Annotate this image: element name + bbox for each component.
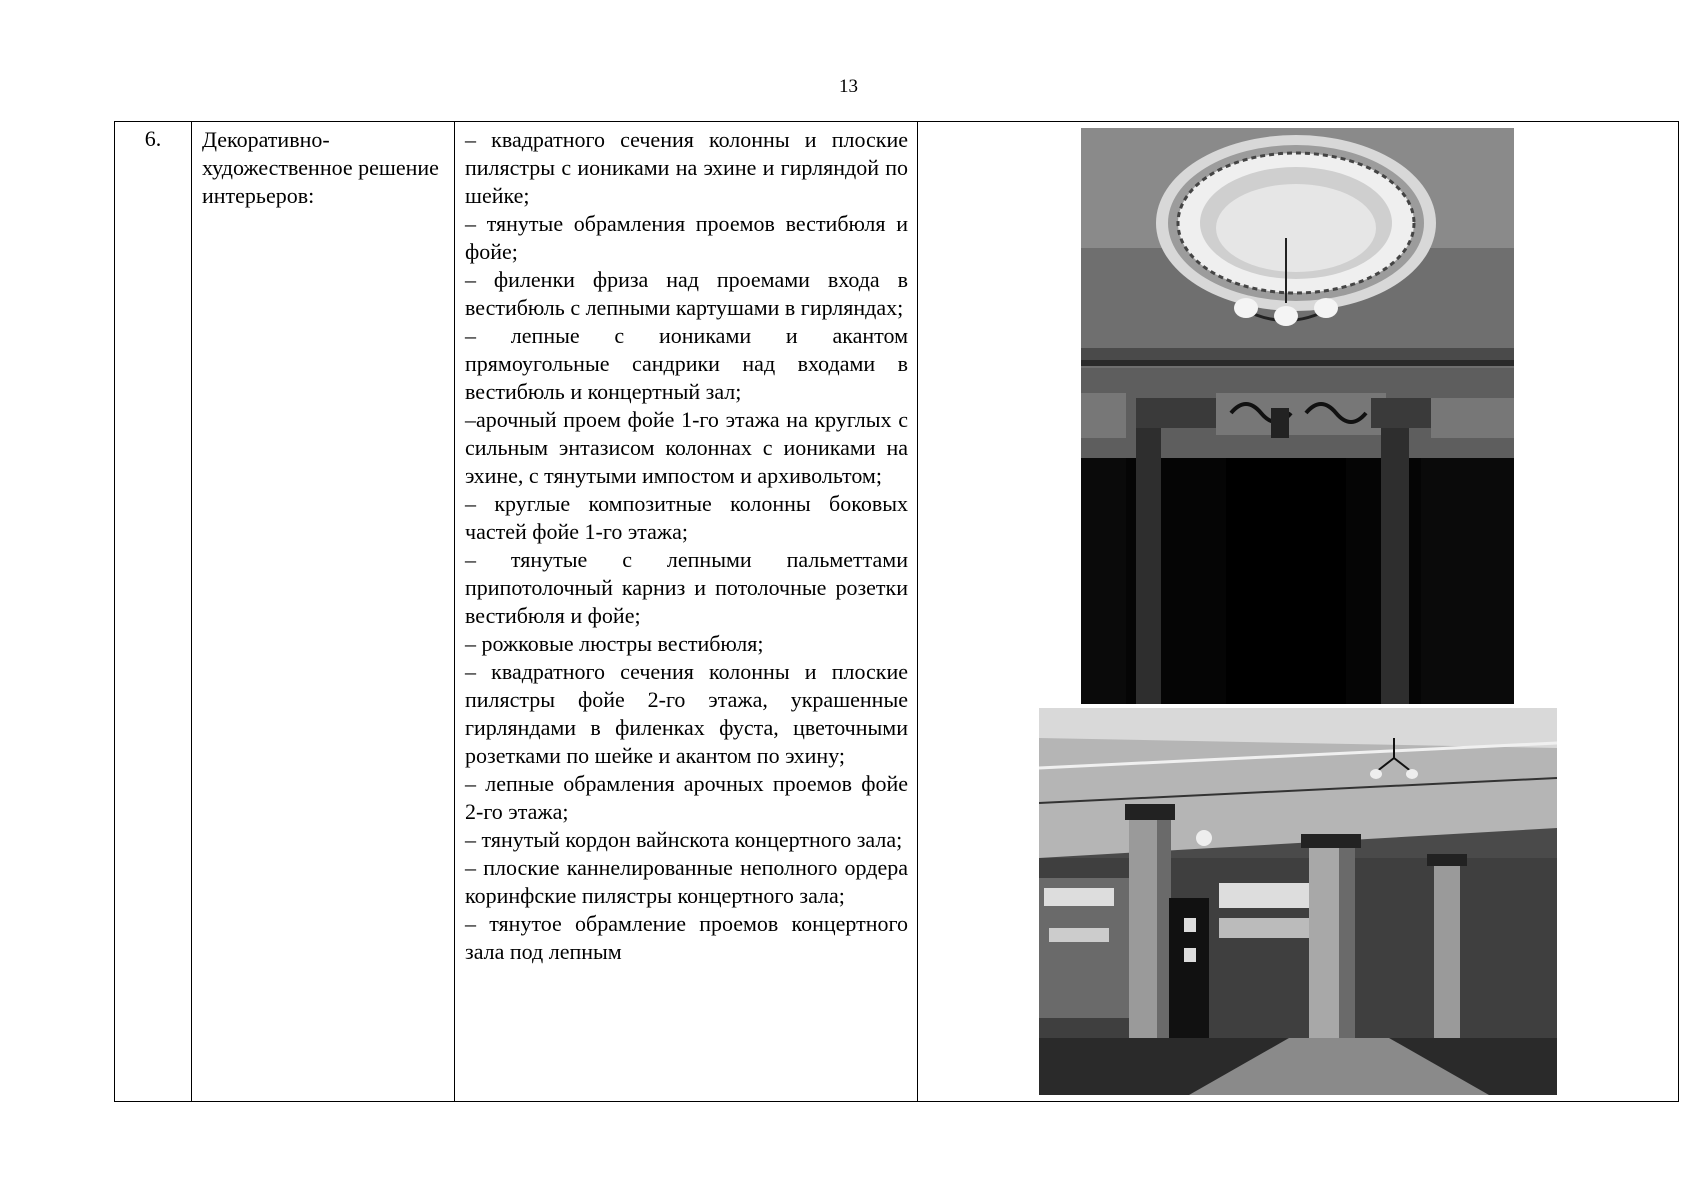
- list-item: – квадратного сечения колонны и плоские пилястры фойе 2-го этажа, украшенные гирляндами в филенках фуста, цветочными розетками по шейке и акантом по эхину;: [465, 659, 908, 768]
- vestibule-ceiling-image: [1081, 128, 1514, 704]
- row-name: Декоративно-художественное решение интерьеров:: [202, 127, 439, 208]
- list-item: – рожковые люстры вестибюля;: [465, 631, 764, 656]
- foyer-photo: [1039, 708, 1557, 1095]
- list-item: – тянутое обрамление проемов концертного зала под лепным: [465, 911, 908, 964]
- list-item: – тянутые обрамления проемов вестибюля и фойе;: [465, 211, 908, 264]
- list-item: – филенки фриза над проемами входа в вестибюль с лепными картушами в гирляндах;: [465, 267, 908, 320]
- page-number: 13: [839, 76, 858, 97]
- row-description: [455, 122, 917, 1101]
- vestibule-ceiling-photo: [1081, 128, 1514, 704]
- list-item: – круглые композитные колонны боковых частей фойе 1-го этажа;: [465, 491, 908, 544]
- list-item: –арочный проем фойе 1-го этажа на круглых с сильным энтазисом колоннах с иониками на эхине, с тянутыми импостом и архивольтом;: [465, 407, 908, 488]
- row-name-cell: [192, 122, 455, 1102]
- row-number: 6.: [144, 126, 162, 151]
- list-item: – квадратного сечения колонны и плоские пилястры с иониками на эхине и гирляндой по шейке;: [465, 127, 908, 208]
- photo-cell: [918, 122, 1679, 1102]
- row-number-cell: [115, 122, 192, 1102]
- row-description-cell: [455, 122, 918, 1102]
- list-item: – тянутый кордон вайнскота концертного зала;: [465, 827, 903, 852]
- foyer-image: [1039, 708, 1557, 1095]
- document-table: [114, 121, 1679, 1102]
- list-item: – тянутые с лепными пальметтами припотолочный карниз и потолочные розетки вестибюля и фойе;: [465, 547, 908, 628]
- list-item: – плоские каннелированные неполного ордера коринфские пилястры концертного зала;: [465, 855, 908, 908]
- table-row: [115, 122, 1679, 1102]
- list-item: – лепные обрамления арочных проемов фойе 2-го этажа;: [465, 771, 908, 824]
- list-item: – лепные с иониками и акантом прямоугольные сандрики над входами в вестибюль и концертный зал;: [465, 323, 908, 404]
